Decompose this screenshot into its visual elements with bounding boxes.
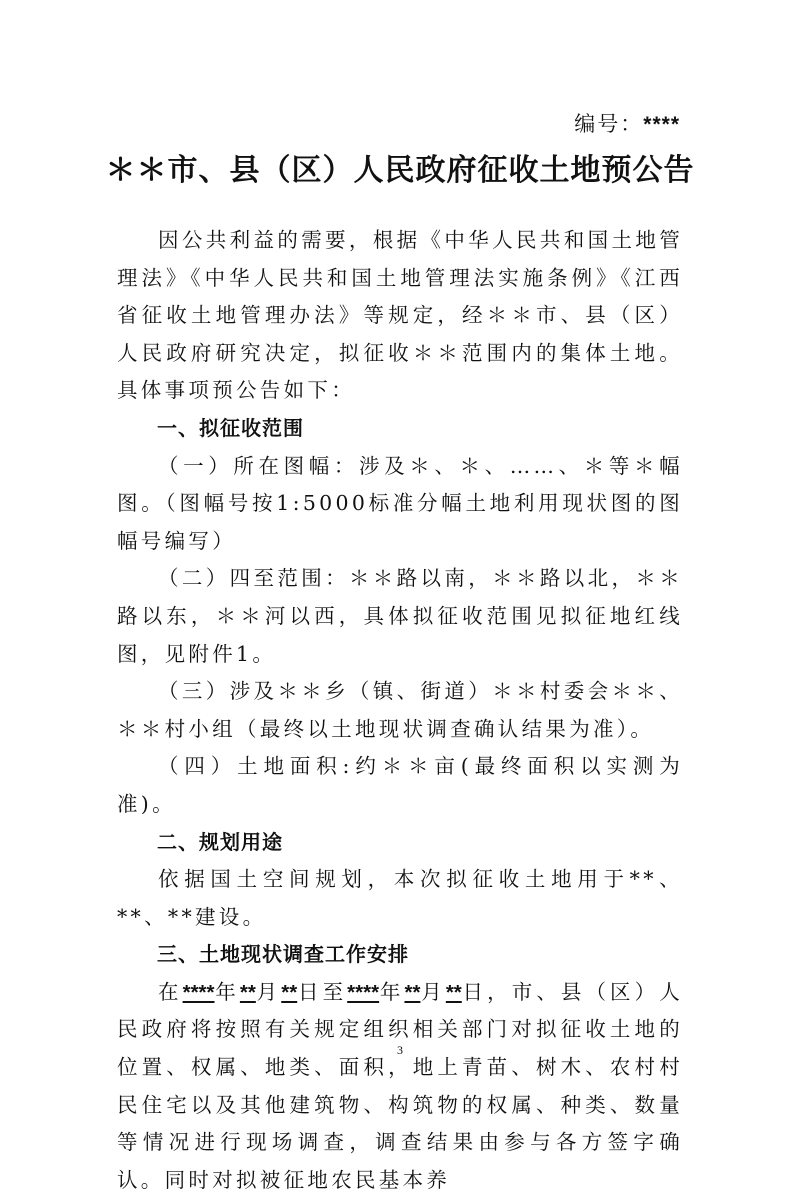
page-number: 3	[397, 1043, 403, 1057]
end-month: **	[404, 980, 421, 1004]
end-day: **	[445, 980, 462, 1004]
section-heading-scope: 一、拟征收范围	[157, 415, 304, 440]
start-month: **	[239, 980, 256, 1004]
scope-map-sheets: （一）所在图幅：涉及＊、＊、……、＊等＊幅图。（图幅号按1:5000标准分幅土地利用现状图的图幅号编写）	[117, 453, 683, 553]
document-number-label: 编号：	[574, 112, 644, 136]
schedule-prefix: 在	[158, 979, 183, 1004]
section-heading-survey: 三、土地现状调查工作安排	[157, 942, 409, 967]
year-char-2: 年	[379, 979, 405, 1004]
section-heading-planned-use: 二、规划用途	[157, 829, 283, 854]
day-char: 日	[297, 979, 323, 1004]
month-char-2: 月	[420, 979, 446, 1004]
scope-area: （四）土地面积:约＊＊亩(最终面积以实测为准)。	[117, 754, 683, 816]
start-year: ****	[182, 980, 215, 1004]
day-char-2: 日	[461, 979, 488, 1004]
document-title: ＊＊市、县（区）人民政府征收土地预公告	[105, 153, 695, 188]
intro-paragraph: 因公共利益的需要，根据《中华人民共和国土地管理法》《中华人民共和国土地管理法实施条例》《江西省征收土地管理办法》等规定，经＊＊市、县（区）人民政府研究决定，拟征收＊＊范围内的集体土地。具体事项预公告如下：	[117, 228, 683, 403]
document-number-value: ****	[643, 113, 680, 136]
schedule-to: 至	[322, 979, 348, 1004]
end-year: ****	[347, 980, 380, 1004]
survey-schedule-paragraph	[117, 974, 683, 1199]
month-char: 月	[255, 979, 282, 1004]
schedule-rest: ，市、县（区）人民政府将按照有关规定组织相关部门对拟征收土地的位置、权属、地类、面积，地上青苗、树木、农村村民住宅以及其他建筑物、构筑物的权属、种类、数量等情况进行现场调查，调查结果由参与各方签字确认。同时对拟被征地农民基本养	[117, 979, 684, 1192]
document-number	[574, 108, 680, 138]
year-char: 年	[214, 979, 240, 1004]
scope-villages: （三）涉及＊＊乡（镇、街道）＊＊村委会＊＊、＊＊村小组（最终以土地现状调查确认结果为准）。	[117, 679, 683, 741]
scope-boundaries: （二）四至范围：＊＊路以南，＊＊路以北，＊＊路以东，＊＊河以西，具体拟征收范围见拟征地红线图，见附件1。	[117, 566, 683, 666]
planned-use-paragraph: 依据国土空间规划，本次拟征收土地用于**、**、**建设。	[117, 867, 683, 929]
start-day: **	[281, 980, 298, 1004]
